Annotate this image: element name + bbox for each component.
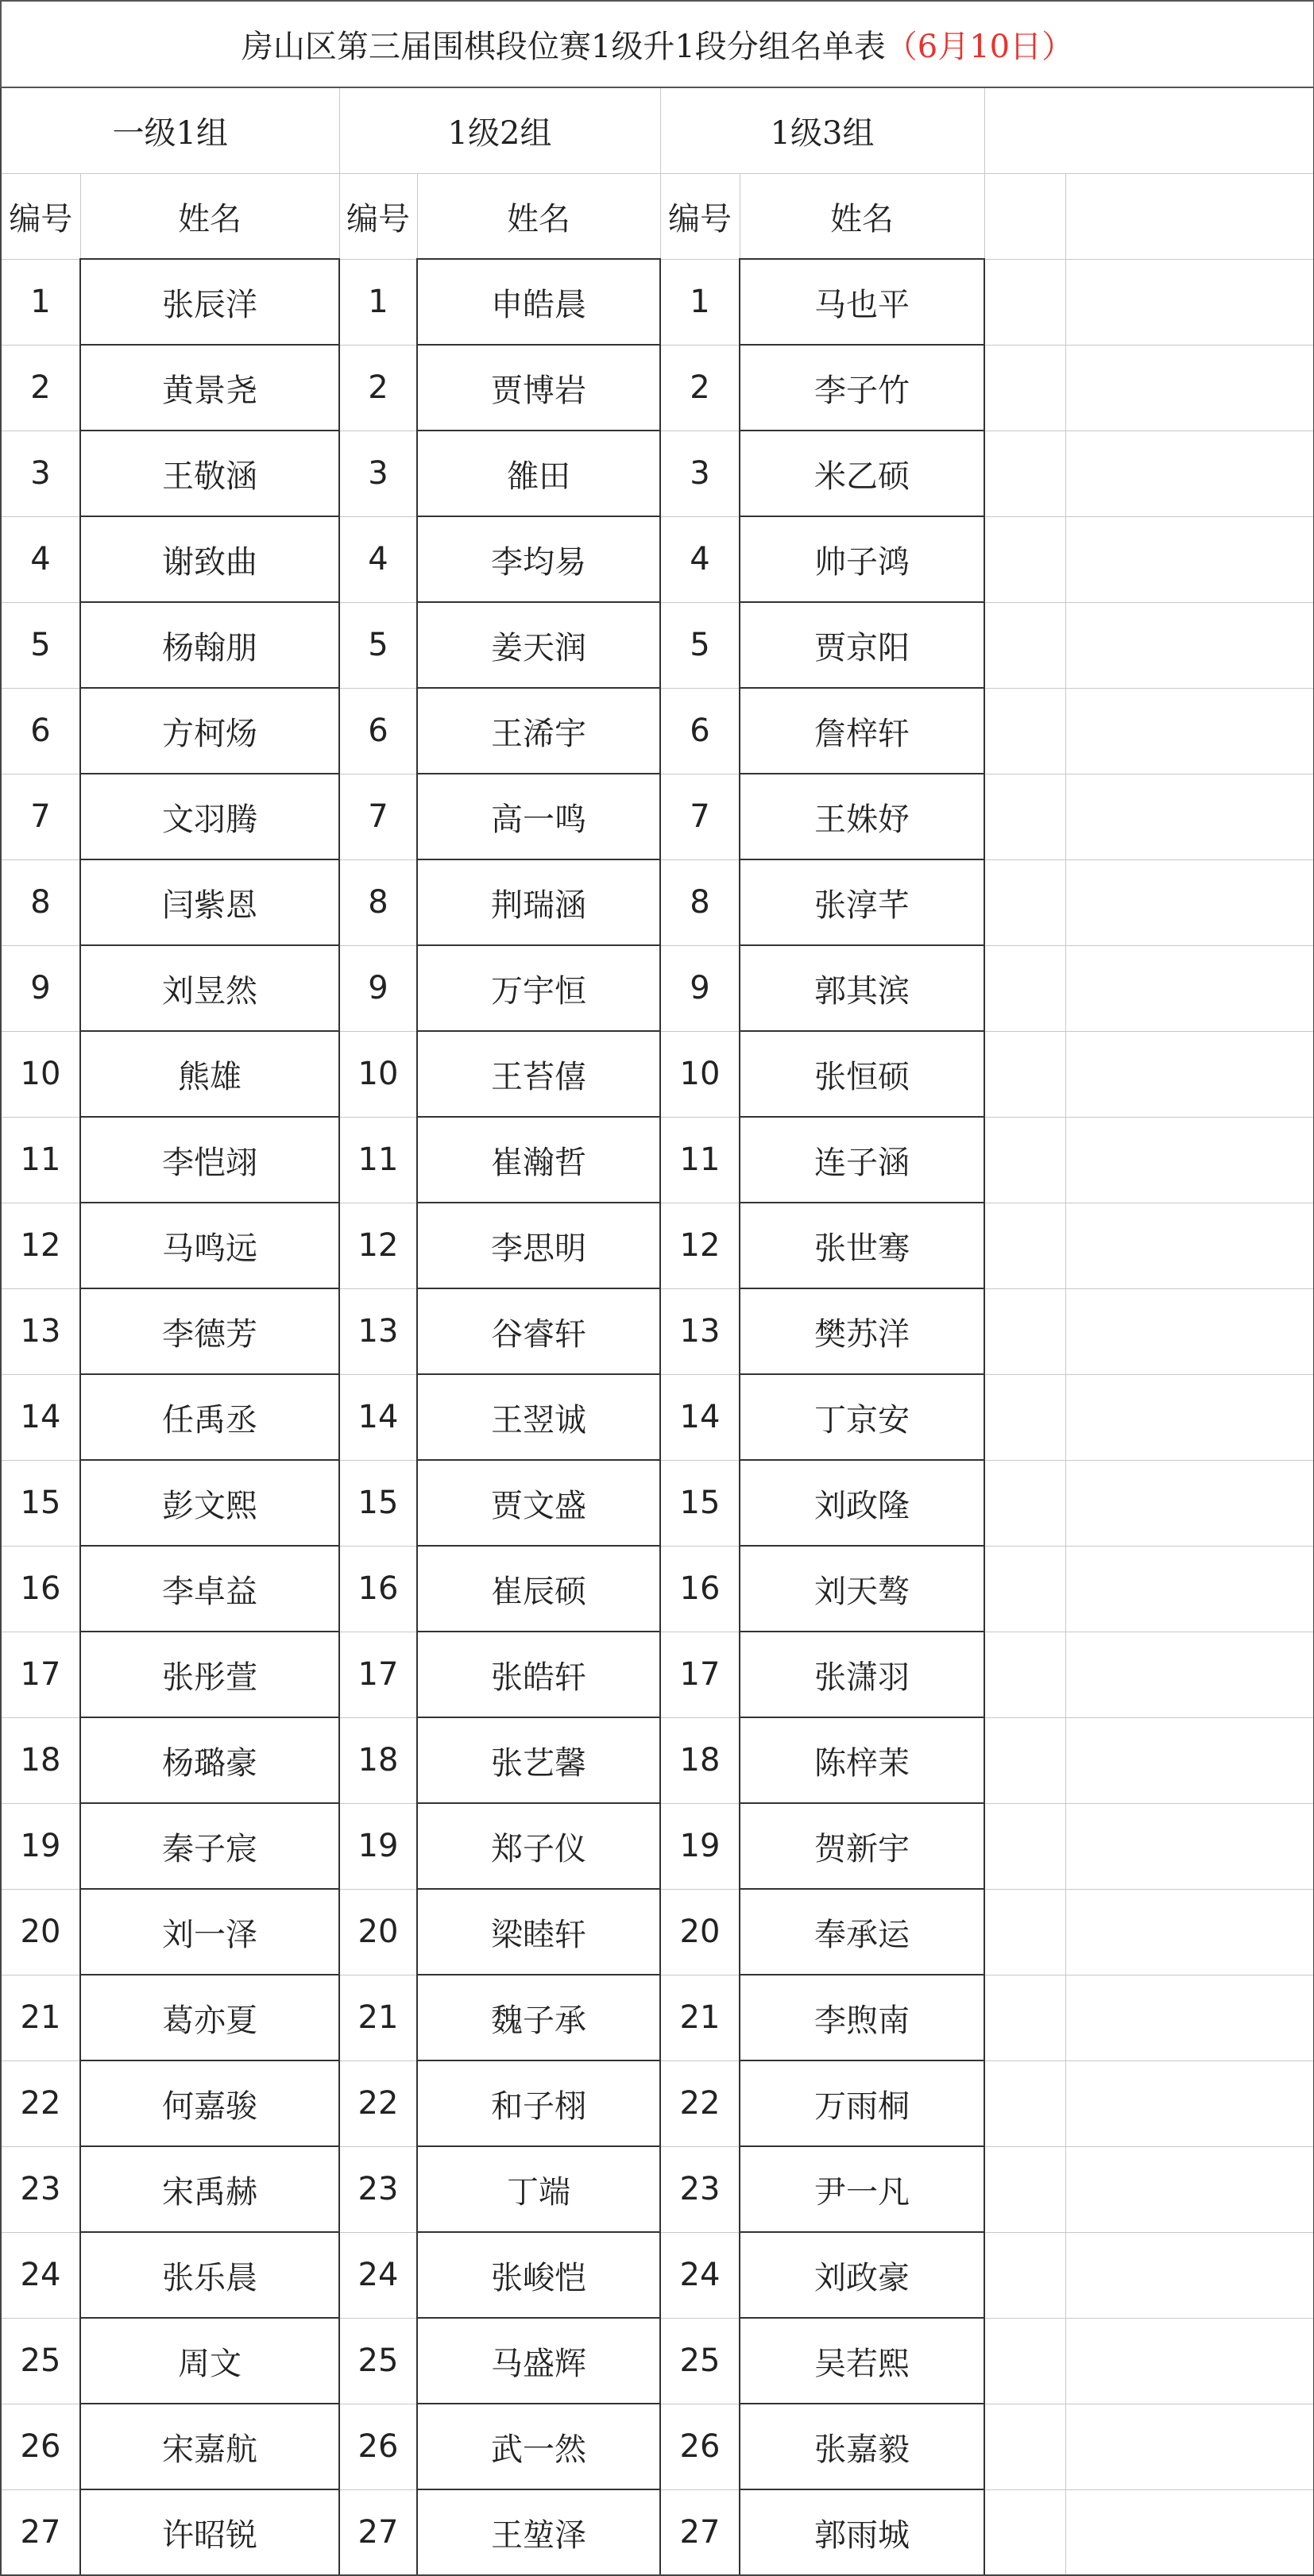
group-2-name: 武一然 bbox=[417, 2404, 660, 2489]
group-2-name: 贾博岩 bbox=[417, 345, 660, 431]
group-2-number: 18 bbox=[339, 1717, 417, 1803]
empty-cell bbox=[1065, 2060, 1314, 2146]
group-1-number: 8 bbox=[1, 859, 80, 945]
group-3-number: 25 bbox=[660, 2318, 740, 2404]
col-header-number: 编号 bbox=[339, 174, 417, 260]
group-2-number: 13 bbox=[339, 1288, 417, 1374]
table-row bbox=[1, 516, 1314, 602]
table-row bbox=[1, 1975, 1314, 2060]
group-2-name: 王翌诚 bbox=[417, 1374, 660, 1460]
group-1-name: 李恺翊 bbox=[80, 1117, 339, 1203]
group-2-number: 22 bbox=[339, 2060, 417, 2146]
group-1-name: 张彤萱 bbox=[80, 1632, 339, 1717]
empty-cell bbox=[984, 1803, 1065, 1889]
group-1-name: 彭文熙 bbox=[80, 1460, 339, 1546]
group-3-number: 14 bbox=[660, 1374, 740, 1460]
empty-cell bbox=[1065, 2489, 1314, 2575]
group-3-number: 26 bbox=[660, 2404, 740, 2489]
empty-cell bbox=[1065, 259, 1314, 345]
group-1-name: 闫紫恩 bbox=[80, 859, 339, 945]
group-2-name: 贾文盛 bbox=[417, 1460, 660, 1546]
group-2-name: 梁睦轩 bbox=[417, 1889, 660, 1975]
empty-cell bbox=[1065, 516, 1314, 602]
group-2-number: 20 bbox=[339, 1889, 417, 1975]
empty-cell bbox=[1065, 1288, 1314, 1374]
group-3-name: 刘政豪 bbox=[740, 2232, 984, 2318]
group-1-number: 3 bbox=[1, 431, 80, 516]
table-row bbox=[1, 1203, 1314, 1288]
empty-cell bbox=[984, 688, 1065, 774]
empty-cell bbox=[984, 2060, 1065, 2146]
group-2-number: 4 bbox=[339, 516, 417, 602]
group-2-header: 1级2组 bbox=[339, 87, 660, 174]
group-1-name: 李卓益 bbox=[80, 1546, 339, 1632]
group-2-name: 张艺馨 bbox=[417, 1717, 660, 1803]
table-row bbox=[1, 1546, 1314, 1632]
table-row bbox=[1, 2318, 1314, 2404]
empty-cell bbox=[1065, 1117, 1314, 1203]
group-2-name: 王浠宇 bbox=[417, 688, 660, 774]
table-row bbox=[1, 859, 1314, 945]
group-2-number: 17 bbox=[339, 1632, 417, 1717]
group-3-number: 10 bbox=[660, 1031, 740, 1117]
group-2-number: 27 bbox=[339, 2489, 417, 2575]
empty-cell bbox=[984, 859, 1065, 945]
group-1-name: 秦子宸 bbox=[80, 1803, 339, 1889]
title-main: 房山区第三届围棋段位赛1级升1段分组名单表 bbox=[241, 29, 886, 65]
group-1-number: 10 bbox=[1, 1031, 80, 1117]
col-header-name: 姓名 bbox=[80, 174, 339, 260]
group-1-number: 22 bbox=[1, 2060, 80, 2146]
table-row bbox=[1, 945, 1314, 1031]
table-row bbox=[1, 2146, 1314, 2232]
group-3-name: 詹梓轩 bbox=[740, 688, 984, 774]
group-2-number: 21 bbox=[339, 1975, 417, 2060]
table-row bbox=[1, 2232, 1314, 2318]
empty-cell bbox=[1065, 2318, 1314, 2404]
table-row bbox=[1, 1632, 1314, 1717]
group-1-number: 12 bbox=[1, 1203, 80, 1288]
empty-cell bbox=[1065, 2404, 1314, 2489]
group-1-name: 杨璐豪 bbox=[80, 1717, 339, 1803]
table-row bbox=[1, 1374, 1314, 1460]
group-2-name: 张皓轩 bbox=[417, 1632, 660, 1717]
group-1-name: 杨翰朋 bbox=[80, 602, 339, 688]
table-row bbox=[1, 431, 1314, 516]
group-1-name: 张辰洋 bbox=[80, 259, 339, 345]
empty-cell bbox=[984, 1717, 1065, 1803]
empty-cell bbox=[1065, 2146, 1314, 2232]
group-1-name: 刘一泽 bbox=[80, 1889, 339, 1975]
empty-cell bbox=[984, 431, 1065, 516]
group-3-number: 11 bbox=[660, 1117, 740, 1203]
group-2-name: 郑子仪 bbox=[417, 1803, 660, 1889]
table-row bbox=[1, 1803, 1314, 1889]
empty-cell bbox=[984, 1975, 1065, 2060]
group-3-name: 李煦南 bbox=[740, 1975, 984, 2060]
group-2-number: 2 bbox=[339, 345, 417, 431]
group-1-number: 24 bbox=[1, 2232, 80, 2318]
group-2-name: 王堃泽 bbox=[417, 2489, 660, 2575]
group-3-number: 22 bbox=[660, 2060, 740, 2146]
group-2-number: 8 bbox=[339, 859, 417, 945]
group-1-name: 葛亦夏 bbox=[80, 1975, 339, 2060]
group-3-name: 贺新宇 bbox=[740, 1803, 984, 1889]
group-2-number: 1 bbox=[339, 259, 417, 345]
group-3-name: 尹一凡 bbox=[740, 2146, 984, 2232]
empty-cell bbox=[984, 1374, 1065, 1460]
group-3-number: 2 bbox=[660, 345, 740, 431]
group-3-name: 张恒硕 bbox=[740, 1031, 984, 1117]
table-row bbox=[1, 1288, 1314, 1374]
title-date: （6月10日） bbox=[885, 29, 1074, 65]
group-2-number: 14 bbox=[339, 1374, 417, 1460]
group-1-name: 张乐晨 bbox=[80, 2232, 339, 2318]
group-2-name: 万宇恒 bbox=[417, 945, 660, 1031]
group-3-name: 张世骞 bbox=[740, 1203, 984, 1288]
group-1-name: 何嘉骏 bbox=[80, 2060, 339, 2146]
group-2-number: 6 bbox=[339, 688, 417, 774]
group-1-number: 13 bbox=[1, 1288, 80, 1374]
empty-cell bbox=[984, 2232, 1065, 2318]
group-2-name: 雒田 bbox=[417, 431, 660, 516]
table-row bbox=[1, 688, 1314, 774]
empty-cell bbox=[984, 602, 1065, 688]
empty-cell bbox=[984, 774, 1065, 859]
table-row bbox=[1, 602, 1314, 688]
table-row bbox=[1, 2404, 1314, 2489]
group-1-number: 20 bbox=[1, 1889, 80, 1975]
group-3-number: 16 bbox=[660, 1546, 740, 1632]
group-3-number: 3 bbox=[660, 431, 740, 516]
empty-cell bbox=[984, 259, 1065, 345]
group-1-name: 许昭锐 bbox=[80, 2489, 339, 2575]
group-3-name: 马也平 bbox=[740, 259, 984, 345]
group-3-number: 20 bbox=[660, 1889, 740, 1975]
group-2-name: 张峻恺 bbox=[417, 2232, 660, 2318]
group-1-name: 黄景尧 bbox=[80, 345, 339, 431]
empty-cell bbox=[1065, 602, 1314, 688]
empty-cell bbox=[984, 1889, 1065, 1975]
empty-cell bbox=[1065, 1546, 1314, 1632]
group-2-name: 丁端 bbox=[417, 2146, 660, 2232]
group-3-name: 米乙硕 bbox=[740, 431, 984, 516]
group-3-number: 6 bbox=[660, 688, 740, 774]
group-1-number: 21 bbox=[1, 1975, 80, 2060]
group-3-name: 连子涵 bbox=[740, 1117, 984, 1203]
group-1-name: 周文 bbox=[80, 2318, 339, 2404]
group-3-number: 7 bbox=[660, 774, 740, 859]
group-3-name: 万雨桐 bbox=[740, 2060, 984, 2146]
group-3-number: 17 bbox=[660, 1632, 740, 1717]
group-3-name: 刘政隆 bbox=[740, 1460, 984, 1546]
empty-cell bbox=[1065, 1803, 1314, 1889]
group-2-name: 王苔僖 bbox=[417, 1031, 660, 1117]
group-2-name: 崔辰硕 bbox=[417, 1546, 660, 1632]
group-3-name: 帅子鸿 bbox=[740, 516, 984, 602]
empty-cell bbox=[984, 945, 1065, 1031]
group-2-number: 26 bbox=[339, 2404, 417, 2489]
col-header-name: 姓名 bbox=[417, 174, 660, 260]
table-title bbox=[1, 1, 1314, 87]
group-2-number: 3 bbox=[339, 431, 417, 516]
group-1-number: 6 bbox=[1, 688, 80, 774]
group-2-name: 魏子承 bbox=[417, 1975, 660, 2060]
group-1-number: 9 bbox=[1, 945, 80, 1031]
empty-cell bbox=[1065, 2232, 1314, 2318]
empty-cell bbox=[1065, 774, 1314, 859]
empty-cell bbox=[984, 1460, 1065, 1546]
group-3-number: 15 bbox=[660, 1460, 740, 1546]
group-3-number: 13 bbox=[660, 1288, 740, 1374]
group-2-number: 9 bbox=[339, 945, 417, 1031]
group-3-name: 吴若熙 bbox=[740, 2318, 984, 2404]
empty-cell bbox=[1065, 1374, 1314, 1460]
group-1-number: 14 bbox=[1, 1374, 80, 1460]
group-2-name: 高一鸣 bbox=[417, 774, 660, 859]
empty-cell bbox=[1065, 1632, 1314, 1717]
group-1-number: 27 bbox=[1, 2489, 80, 2575]
empty-cell bbox=[984, 1546, 1065, 1632]
group-1-name: 王敬涵 bbox=[80, 431, 339, 516]
empty-cell bbox=[1065, 1717, 1314, 1803]
group-3-number: 8 bbox=[660, 859, 740, 945]
empty-cell bbox=[984, 1203, 1065, 1288]
group-2-name: 谷睿轩 bbox=[417, 1288, 660, 1374]
group-2-number: 19 bbox=[339, 1803, 417, 1889]
empty-cell bbox=[984, 2318, 1065, 2404]
empty-cell bbox=[984, 516, 1065, 602]
group-2-number: 23 bbox=[339, 2146, 417, 2232]
group-3-name: 郭雨城 bbox=[740, 2489, 984, 2575]
group-2-number: 15 bbox=[339, 1460, 417, 1546]
group-1-number: 7 bbox=[1, 774, 80, 859]
group-3-number: 27 bbox=[660, 2489, 740, 2575]
group-1-number: 17 bbox=[1, 1632, 80, 1717]
empty-cell bbox=[1065, 1460, 1314, 1546]
group-3-name: 郭其滨 bbox=[740, 945, 984, 1031]
group-1-name: 宋禹赫 bbox=[80, 2146, 339, 2232]
empty-cell bbox=[984, 1117, 1065, 1203]
group-3-name: 刘天骜 bbox=[740, 1546, 984, 1632]
empty-cell bbox=[1065, 859, 1314, 945]
empty-cell bbox=[1065, 1975, 1314, 2060]
empty-cell bbox=[984, 2404, 1065, 2489]
group-1-name: 熊雄 bbox=[80, 1031, 339, 1117]
group-3-number: 4 bbox=[660, 516, 740, 602]
empty-cell bbox=[984, 1632, 1065, 1717]
empty-cell bbox=[1065, 688, 1314, 774]
group-2-number: 12 bbox=[339, 1203, 417, 1288]
group-2-name: 荆瑞涵 bbox=[417, 859, 660, 945]
col-header-number: 编号 bbox=[660, 174, 740, 260]
group-3-number: 9 bbox=[660, 945, 740, 1031]
group-1-number: 25 bbox=[1, 2318, 80, 2404]
group-2-name: 李思明 bbox=[417, 1203, 660, 1288]
empty-cell bbox=[1065, 345, 1314, 431]
group-3-name: 樊苏洋 bbox=[740, 1288, 984, 1374]
group-3-name: 张淳芊 bbox=[740, 859, 984, 945]
empty-cell bbox=[984, 2489, 1065, 2575]
group-3-header: 1级3组 bbox=[660, 87, 984, 174]
group-2-number: 16 bbox=[339, 1546, 417, 1632]
group-1-number: 1 bbox=[1, 259, 80, 345]
group-3-name: 奉承运 bbox=[740, 1889, 984, 1975]
table-row bbox=[1, 1460, 1314, 1546]
group-1-name: 宋嘉航 bbox=[80, 2404, 339, 2489]
group-1-number: 5 bbox=[1, 602, 80, 688]
table-row bbox=[1, 1031, 1314, 1117]
group-3-name: 丁京安 bbox=[740, 1374, 984, 1460]
group-2-name: 姜天润 bbox=[417, 602, 660, 688]
group-1-number: 16 bbox=[1, 1546, 80, 1632]
empty-cell bbox=[984, 174, 1065, 260]
table-row bbox=[1, 2489, 1314, 2575]
empty-cell bbox=[1065, 1889, 1314, 1975]
group-3-number: 12 bbox=[660, 1203, 740, 1288]
empty-cell bbox=[1065, 1031, 1314, 1117]
group-2-number: 5 bbox=[339, 602, 417, 688]
group-1-number: 19 bbox=[1, 1803, 80, 1889]
group-3-number: 5 bbox=[660, 602, 740, 688]
group-1-number: 23 bbox=[1, 2146, 80, 2232]
table-row bbox=[1, 2060, 1314, 2146]
group-3-name: 陈梓茉 bbox=[740, 1717, 984, 1803]
empty-cell bbox=[984, 345, 1065, 431]
group-1-name: 文羽腾 bbox=[80, 774, 339, 859]
group-2-name: 李均易 bbox=[417, 516, 660, 602]
col-header-number: 编号 bbox=[1, 174, 80, 260]
group-1-number: 15 bbox=[1, 1460, 80, 1546]
group-2-number: 7 bbox=[339, 774, 417, 859]
empty-cell bbox=[1065, 174, 1314, 260]
table-row bbox=[1, 1117, 1314, 1203]
group-1-name: 李德芳 bbox=[80, 1288, 339, 1374]
group-3-name: 王姝妤 bbox=[740, 774, 984, 859]
group-3-number: 18 bbox=[660, 1717, 740, 1803]
table-row bbox=[1, 345, 1314, 431]
group-3-name: 李子竹 bbox=[740, 345, 984, 431]
empty-cell bbox=[984, 2146, 1065, 2232]
empty-cell bbox=[1065, 1203, 1314, 1288]
group-2-name: 崔瀚哲 bbox=[417, 1117, 660, 1203]
col-header-name: 姓名 bbox=[740, 174, 984, 260]
group-1-number: 11 bbox=[1, 1117, 80, 1203]
table-row bbox=[1, 774, 1314, 859]
group-3-name: 张潇羽 bbox=[740, 1632, 984, 1717]
group-2-name: 和子栩 bbox=[417, 2060, 660, 2146]
group-1-name: 马鸣远 bbox=[80, 1203, 339, 1288]
group-1-number: 18 bbox=[1, 1717, 80, 1803]
group-3-number: 21 bbox=[660, 1975, 740, 2060]
group-1-name: 刘昱然 bbox=[80, 945, 339, 1031]
group-1-number: 4 bbox=[1, 516, 80, 602]
group-1-number: 2 bbox=[1, 345, 80, 431]
table-row bbox=[1, 1717, 1314, 1803]
empty-cell bbox=[984, 1031, 1065, 1117]
group-1-name: 任禹丞 bbox=[80, 1374, 339, 1460]
group-1-header: 一级1组 bbox=[1, 87, 339, 174]
group-2-name: 申皓晨 bbox=[417, 259, 660, 345]
empty-cell bbox=[1065, 431, 1314, 516]
empty-cell bbox=[1065, 945, 1314, 1031]
group-3-number: 1 bbox=[660, 259, 740, 345]
group-3-name: 张嘉毅 bbox=[740, 2404, 984, 2489]
group-3-number: 19 bbox=[660, 1803, 740, 1889]
group-3-name: 贾京阳 bbox=[740, 602, 984, 688]
group-3-number: 23 bbox=[660, 2146, 740, 2232]
table-row bbox=[1, 1889, 1314, 1975]
group-2-number: 24 bbox=[339, 2232, 417, 2318]
group-3-number: 24 bbox=[660, 2232, 740, 2318]
group-1-name: 方柯炀 bbox=[80, 688, 339, 774]
group-2-number: 25 bbox=[339, 2318, 417, 2404]
empty-cell bbox=[984, 1288, 1065, 1374]
group-1-number: 26 bbox=[1, 2404, 80, 2489]
group-2-number: 11 bbox=[339, 1117, 417, 1203]
group-1-name: 谢致曲 bbox=[80, 516, 339, 602]
group-2-name: 马盛辉 bbox=[417, 2318, 660, 2404]
table-row bbox=[1, 259, 1314, 345]
empty-group-cell bbox=[984, 87, 1314, 174]
group-2-number: 10 bbox=[339, 1031, 417, 1117]
